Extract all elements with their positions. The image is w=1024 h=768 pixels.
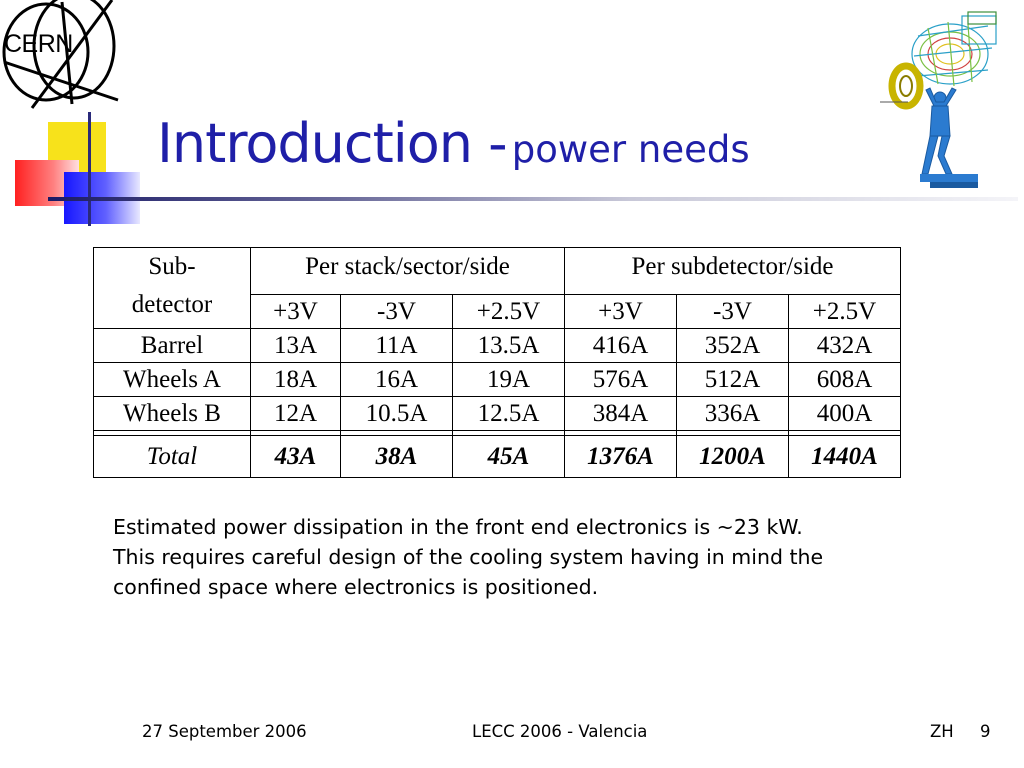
voltage-header: -3V [341,295,453,329]
footer-page-number: 9 [980,722,991,741]
voltage-header: +2.5V [453,295,565,329]
table-cell: 432A [789,329,901,363]
subdetector-header [94,248,251,329]
footer-date: 27 September 2006 [142,722,307,741]
table-row [94,329,901,363]
voltage-header: +3V [251,295,341,329]
total-cell: 45A [453,436,565,478]
total-cell: 38A [341,436,453,478]
table-cell: 512A [677,363,789,397]
row-label: Wheels A [94,363,251,397]
voltage-header: +3V [565,295,677,329]
table-cell: 16A [341,363,453,397]
footer-conference: LECC 2006 - Valencia [472,722,648,741]
body-line: Estimated power dissipation in the front end electronics is ~23 kW. [113,515,803,539]
voltage-header: -3V [677,295,789,329]
total-cell: 1376A [565,436,677,478]
atlas-figure-icon [878,6,1002,192]
table-row [94,397,901,431]
cern-logo-icon [0,0,125,112]
table-cell: 576A [565,363,677,397]
row-label: Barrel [94,329,251,363]
table-cell: 12.5A [453,397,565,431]
title-underline [48,197,1018,201]
total-cell: 43A [251,436,341,478]
table-cell: 352A [677,329,789,363]
table-cell: 13A [251,329,341,363]
group-header-subdetector: Per subdetector/side [565,248,901,295]
total-cell: 1200A [677,436,789,478]
subdetector-header-line2: detector [131,291,213,318]
cern-logo-text: CERN [4,30,73,58]
table-cell: 384A [565,397,677,431]
title-main: Introduction - [157,112,507,175]
total-cell: 1440A [789,436,901,478]
voltage-header: +2.5V [789,295,901,329]
table-cell: 19A [453,363,565,397]
table-cell: 13.5A [453,329,565,363]
table-cell: 10.5A [341,397,453,431]
table-cell: 416A [565,329,677,363]
total-row [94,436,901,478]
power-table [93,247,901,478]
title-sub: power needs [511,128,750,171]
body-line: This requires careful design of the cooling system having in mind the [113,545,824,569]
total-label: Total [94,436,251,478]
table-cell: 11A [341,329,453,363]
table-header-row [94,248,901,295]
table-cell: 400A [789,397,901,431]
body-line: confined space where electronics is positioned. [113,575,599,599]
page-title [157,112,750,175]
table-cell: 336A [677,397,789,431]
row-label: Wheels B [94,397,251,431]
footer-author: ZH [930,722,954,741]
subdetector-header-line1: Sub- [148,253,196,280]
table-cell: 608A [789,363,901,397]
table-cell: 12A [251,397,341,431]
decor-vertical-line [88,112,91,226]
group-header-stack: Per stack/sector/side [251,248,565,295]
table-row [94,363,901,397]
body-text [113,512,973,602]
table-cell: 18A [251,363,341,397]
